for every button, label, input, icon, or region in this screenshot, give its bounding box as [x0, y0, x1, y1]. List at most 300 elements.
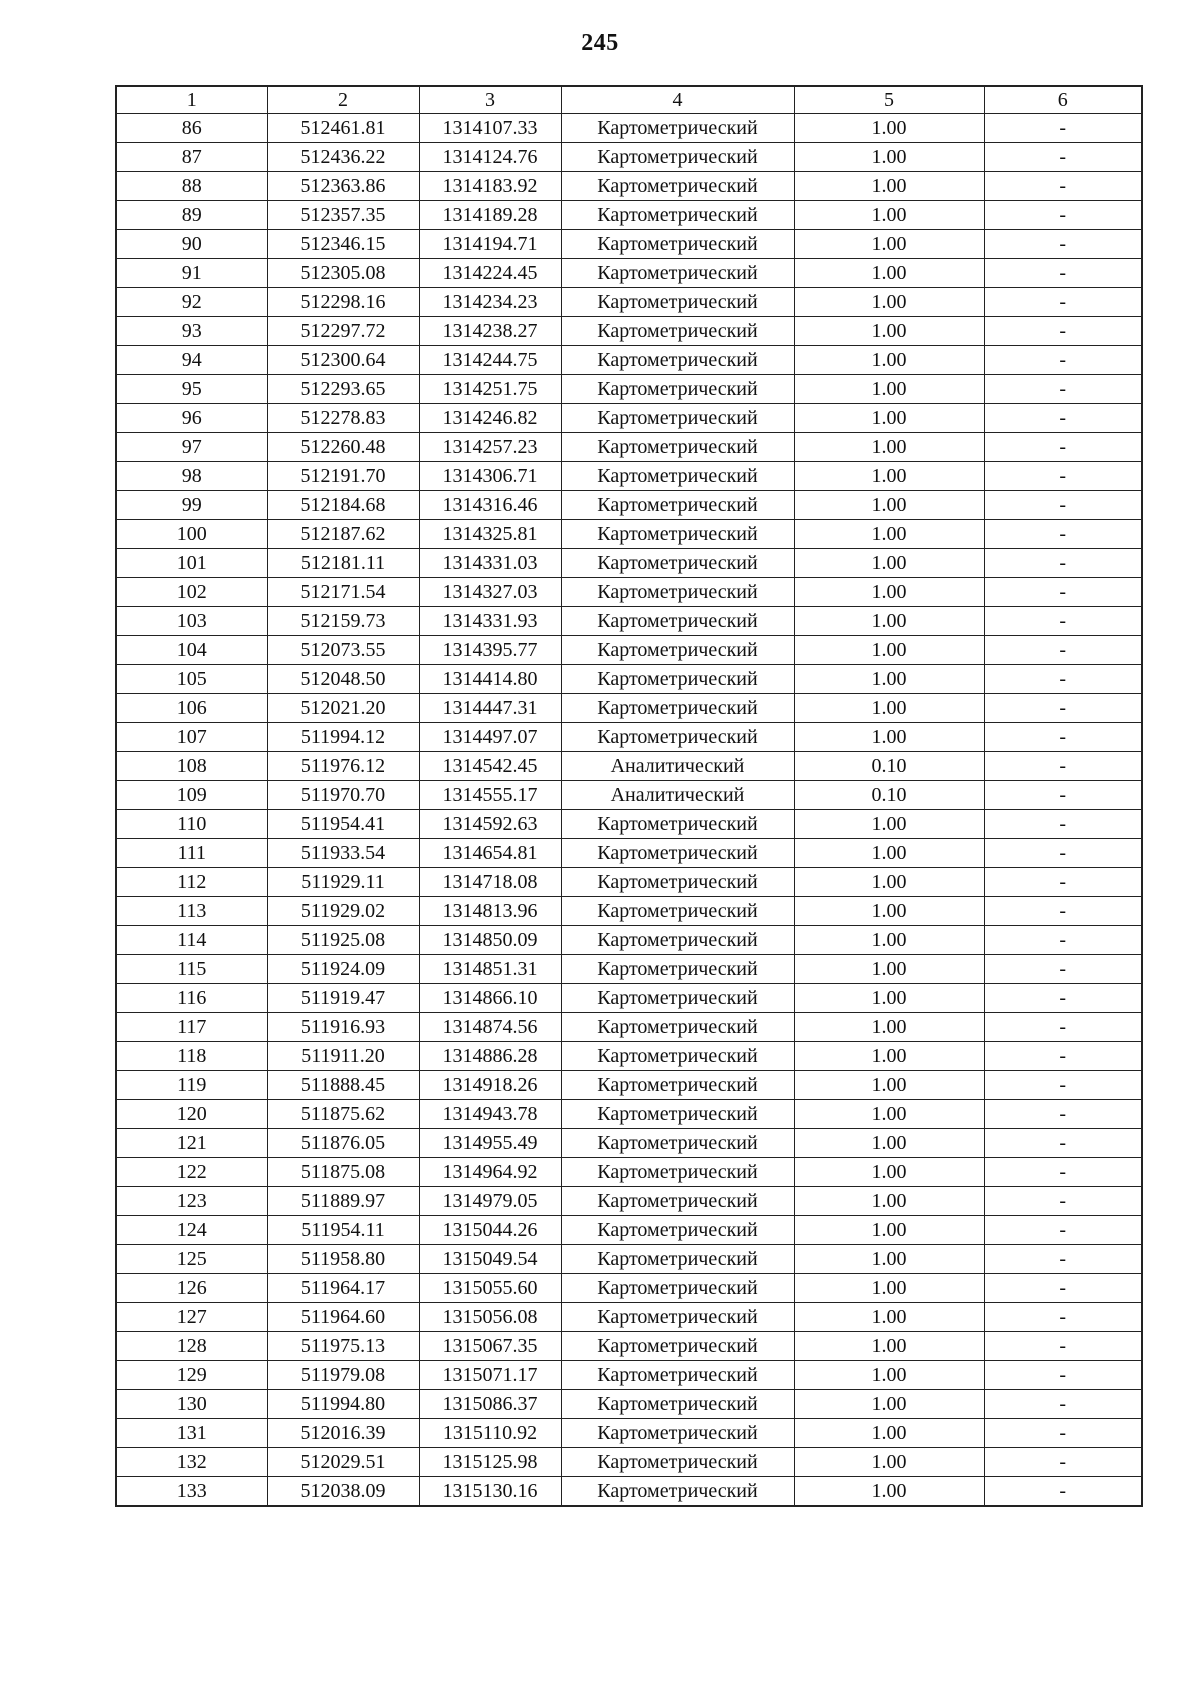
note-cell: - [984, 1332, 1142, 1361]
x-coordinate-cell: 511994.80 [267, 1390, 419, 1419]
note-cell: - [984, 1129, 1142, 1158]
accuracy-cell: 1.00 [794, 694, 984, 723]
note-cell: - [984, 1303, 1142, 1332]
table-row [116, 607, 1142, 636]
y-coordinate-cell: 1314813.96 [419, 897, 561, 926]
x-coordinate-cell: 511911.20 [267, 1042, 419, 1071]
y-coordinate-cell: 1315071.17 [419, 1361, 561, 1390]
note-cell: - [984, 984, 1142, 1013]
column-header-1: 1 [116, 86, 267, 114]
accuracy-cell: 1.00 [794, 984, 984, 1013]
accuracy-cell: 1.00 [794, 375, 984, 404]
x-coordinate-cell: 512436.22 [267, 143, 419, 172]
accuracy-cell: 1.00 [794, 1274, 984, 1303]
accuracy-cell: 1.00 [794, 1419, 984, 1448]
note-cell: - [984, 230, 1142, 259]
method-cell: Картометрический [561, 317, 794, 346]
table-row [116, 926, 1142, 955]
y-coordinate-cell: 1314718.08 [419, 868, 561, 897]
x-coordinate-cell: 512278.83 [267, 404, 419, 433]
method-cell: Картометрический [561, 694, 794, 723]
y-coordinate-cell: 1314327.03 [419, 578, 561, 607]
x-coordinate-cell: 511929.02 [267, 897, 419, 926]
x-coordinate-cell: 512297.72 [267, 317, 419, 346]
accuracy-cell: 1.00 [794, 201, 984, 230]
note-cell: - [984, 897, 1142, 926]
x-coordinate-cell: 511875.62 [267, 1100, 419, 1129]
point-number-cell: 123 [116, 1187, 267, 1216]
column-header-6: 6 [984, 86, 1142, 114]
y-coordinate-cell: 1314943.78 [419, 1100, 561, 1129]
y-coordinate-cell: 1315125.98 [419, 1448, 561, 1477]
table-row [116, 868, 1142, 897]
note-cell: - [984, 752, 1142, 781]
x-coordinate-cell: 512171.54 [267, 578, 419, 607]
y-coordinate-cell: 1314331.03 [419, 549, 561, 578]
table-row [116, 1448, 1142, 1477]
y-coordinate-cell: 1314542.45 [419, 752, 561, 781]
column-header-2: 2 [267, 86, 419, 114]
method-cell: Картометрический [561, 665, 794, 694]
x-coordinate-cell: 512048.50 [267, 665, 419, 694]
table-row [116, 491, 1142, 520]
method-cell: Картометрический [561, 1129, 794, 1158]
x-coordinate-cell: 511933.54 [267, 839, 419, 868]
accuracy-cell: 1.00 [794, 578, 984, 607]
x-coordinate-cell: 511889.97 [267, 1187, 419, 1216]
table-row [116, 1245, 1142, 1274]
y-coordinate-cell: 1314234.23 [419, 288, 561, 317]
table-row [116, 1129, 1142, 1158]
note-cell: - [984, 259, 1142, 288]
x-coordinate-cell: 512363.86 [267, 172, 419, 201]
point-number-cell: 121 [116, 1129, 267, 1158]
table-row [116, 723, 1142, 752]
point-number-cell: 102 [116, 578, 267, 607]
table-row [116, 172, 1142, 201]
point-number-cell: 127 [116, 1303, 267, 1332]
table-row [116, 1216, 1142, 1245]
note-cell: - [984, 1419, 1142, 1448]
method-cell: Картометрический [561, 1274, 794, 1303]
x-coordinate-cell: 512260.48 [267, 433, 419, 462]
accuracy-cell: 1.00 [794, 549, 984, 578]
note-cell: - [984, 636, 1142, 665]
method-cell: Картометрический [561, 636, 794, 665]
method-cell: Картометрический [561, 1158, 794, 1187]
note-cell: - [984, 172, 1142, 201]
point-number-cell: 103 [116, 607, 267, 636]
table-row [116, 694, 1142, 723]
point-number-cell: 88 [116, 172, 267, 201]
x-coordinate-cell: 511994.12 [267, 723, 419, 752]
accuracy-cell: 1.00 [794, 810, 984, 839]
note-cell: - [984, 491, 1142, 520]
note-cell: - [984, 433, 1142, 462]
point-number-cell: 107 [116, 723, 267, 752]
accuracy-cell: 1.00 [794, 491, 984, 520]
method-cell: Картометрический [561, 1245, 794, 1274]
point-number-cell: 118 [116, 1042, 267, 1071]
method-cell: Картометрический [561, 520, 794, 549]
x-coordinate-cell: 511924.09 [267, 955, 419, 984]
table-row [116, 1100, 1142, 1129]
method-cell: Картометрический [561, 897, 794, 926]
y-coordinate-cell: 1314886.28 [419, 1042, 561, 1071]
x-coordinate-cell: 511958.80 [267, 1245, 419, 1274]
y-coordinate-cell: 1314257.23 [419, 433, 561, 462]
y-coordinate-cell: 1314654.81 [419, 839, 561, 868]
table-row [116, 1013, 1142, 1042]
point-number-cell: 132 [116, 1448, 267, 1477]
x-coordinate-cell: 512300.64 [267, 346, 419, 375]
y-coordinate-cell: 1314325.81 [419, 520, 561, 549]
accuracy-cell: 1.00 [794, 839, 984, 868]
x-coordinate-cell: 511970.70 [267, 781, 419, 810]
y-coordinate-cell: 1314244.75 [419, 346, 561, 375]
point-number-cell: 105 [116, 665, 267, 694]
accuracy-cell: 1.00 [794, 868, 984, 897]
table-row [116, 433, 1142, 462]
accuracy-cell: 1.00 [794, 462, 984, 491]
accuracy-cell: 1.00 [794, 1361, 984, 1390]
accuracy-cell: 1.00 [794, 288, 984, 317]
x-coordinate-cell: 511964.17 [267, 1274, 419, 1303]
table-row [116, 549, 1142, 578]
point-number-cell: 99 [116, 491, 267, 520]
x-coordinate-cell: 512293.65 [267, 375, 419, 404]
point-number-cell: 98 [116, 462, 267, 491]
accuracy-cell: 1.00 [794, 1477, 984, 1507]
table-row [116, 839, 1142, 868]
method-cell: Картометрический [561, 955, 794, 984]
point-number-cell: 131 [116, 1419, 267, 1448]
accuracy-cell: 1.00 [794, 1390, 984, 1419]
accuracy-cell: 1.00 [794, 1071, 984, 1100]
method-cell: Картометрический [561, 1361, 794, 1390]
accuracy-cell: 1.00 [794, 897, 984, 926]
accuracy-cell: 1.00 [794, 607, 984, 636]
method-cell: Картометрический [561, 607, 794, 636]
x-coordinate-cell: 511954.41 [267, 810, 419, 839]
point-number-cell: 108 [116, 752, 267, 781]
y-coordinate-cell: 1314107.33 [419, 114, 561, 143]
note-cell: - [984, 810, 1142, 839]
table-row [116, 1187, 1142, 1216]
note-cell: - [984, 607, 1142, 636]
note-cell: - [984, 781, 1142, 810]
method-cell: Картометрический [561, 1477, 794, 1507]
table-row [116, 404, 1142, 433]
method-cell: Аналитический [561, 752, 794, 781]
note-cell: - [984, 578, 1142, 607]
point-number-cell: 125 [116, 1245, 267, 1274]
note-cell: - [984, 1013, 1142, 1042]
point-number-cell: 91 [116, 259, 267, 288]
note-cell: - [984, 1361, 1142, 1390]
method-cell: Картометрический [561, 1100, 794, 1129]
x-coordinate-cell: 512305.08 [267, 259, 419, 288]
table-row [116, 1332, 1142, 1361]
point-number-cell: 114 [116, 926, 267, 955]
y-coordinate-cell: 1314395.77 [419, 636, 561, 665]
table-row [116, 375, 1142, 404]
accuracy-cell: 1.00 [794, 1448, 984, 1477]
method-cell: Картометрический [561, 491, 794, 520]
note-cell: - [984, 665, 1142, 694]
method-cell: Картометрический [561, 1013, 794, 1042]
note-cell: - [984, 346, 1142, 375]
note-cell: - [984, 549, 1142, 578]
y-coordinate-cell: 1315056.08 [419, 1303, 561, 1332]
method-cell: Картометрический [561, 1419, 794, 1448]
table-row [116, 897, 1142, 926]
note-cell: - [984, 1390, 1142, 1419]
y-coordinate-cell: 1314866.10 [419, 984, 561, 1013]
x-coordinate-cell: 512181.11 [267, 549, 419, 578]
point-number-cell: 93 [116, 317, 267, 346]
table-row [116, 1274, 1142, 1303]
method-cell: Картометрический [561, 404, 794, 433]
note-cell: - [984, 926, 1142, 955]
point-number-cell: 100 [116, 520, 267, 549]
table-row [116, 1158, 1142, 1187]
x-coordinate-cell: 512029.51 [267, 1448, 419, 1477]
table-row [116, 1071, 1142, 1100]
accuracy-cell: 0.10 [794, 752, 984, 781]
column-header-5: 5 [794, 86, 984, 114]
y-coordinate-cell: 1314850.09 [419, 926, 561, 955]
y-coordinate-cell: 1314306.71 [419, 462, 561, 491]
method-cell: Картометрический [561, 1042, 794, 1071]
table-row [116, 143, 1142, 172]
note-cell: - [984, 1274, 1142, 1303]
table-row [116, 1419, 1142, 1448]
table-row [116, 984, 1142, 1013]
note-cell: - [984, 462, 1142, 491]
table-row [116, 810, 1142, 839]
point-number-cell: 122 [116, 1158, 267, 1187]
note-cell: - [984, 1100, 1142, 1129]
y-coordinate-cell: 1314246.82 [419, 404, 561, 433]
point-number-cell: 95 [116, 375, 267, 404]
note-cell: - [984, 1448, 1142, 1477]
method-cell: Картометрический [561, 462, 794, 491]
point-number-cell: 94 [116, 346, 267, 375]
accuracy-cell: 1.00 [794, 955, 984, 984]
point-number-cell: 129 [116, 1361, 267, 1390]
x-coordinate-cell: 512184.68 [267, 491, 419, 520]
method-cell: Картометрический [561, 926, 794, 955]
note-cell: - [984, 868, 1142, 897]
table-row [116, 346, 1142, 375]
note-cell: - [984, 404, 1142, 433]
y-coordinate-cell: 1314979.05 [419, 1187, 561, 1216]
y-coordinate-cell: 1314447.31 [419, 694, 561, 723]
table-row [116, 665, 1142, 694]
note-cell: - [984, 143, 1142, 172]
point-number-cell: 109 [116, 781, 267, 810]
table-row [116, 520, 1142, 549]
accuracy-cell: 1.00 [794, 259, 984, 288]
table-row [116, 1390, 1142, 1419]
accuracy-cell: 1.00 [794, 1303, 984, 1332]
x-coordinate-cell: 511925.08 [267, 926, 419, 955]
accuracy-cell: 1.00 [794, 520, 984, 549]
note-cell: - [984, 520, 1142, 549]
x-coordinate-cell: 512357.35 [267, 201, 419, 230]
y-coordinate-cell: 1314189.28 [419, 201, 561, 230]
point-number-cell: 86 [116, 114, 267, 143]
note-cell: - [984, 694, 1142, 723]
point-number-cell: 92 [116, 288, 267, 317]
x-coordinate-cell: 512073.55 [267, 636, 419, 665]
point-number-cell: 111 [116, 839, 267, 868]
method-cell: Картометрический [561, 172, 794, 201]
point-number-cell: 120 [116, 1100, 267, 1129]
y-coordinate-cell: 1315110.92 [419, 1419, 561, 1448]
x-coordinate-cell: 511875.08 [267, 1158, 419, 1187]
x-coordinate-cell: 512159.73 [267, 607, 419, 636]
y-coordinate-cell: 1314224.45 [419, 259, 561, 288]
accuracy-cell: 1.00 [794, 433, 984, 462]
y-coordinate-cell: 1314316.46 [419, 491, 561, 520]
table-body [116, 114, 1142, 1507]
x-coordinate-cell: 511929.11 [267, 868, 419, 897]
accuracy-cell: 1.00 [794, 1216, 984, 1245]
method-cell: Картометрический [561, 288, 794, 317]
method-cell: Картометрический [561, 1216, 794, 1245]
note-cell: - [984, 1158, 1142, 1187]
y-coordinate-cell: 1314964.92 [419, 1158, 561, 1187]
accuracy-cell: 1.00 [794, 317, 984, 346]
table-row [116, 1303, 1142, 1332]
method-cell: Картометрический [561, 549, 794, 578]
point-number-cell: 89 [116, 201, 267, 230]
point-number-cell: 87 [116, 143, 267, 172]
table-row [116, 114, 1142, 143]
table-row [116, 259, 1142, 288]
x-coordinate-cell: 511964.60 [267, 1303, 419, 1332]
accuracy-cell: 1.00 [794, 1042, 984, 1071]
accuracy-cell: 1.00 [794, 1158, 984, 1187]
x-coordinate-cell: 511916.93 [267, 1013, 419, 1042]
accuracy-cell: 1.00 [794, 230, 984, 259]
column-header-3: 3 [419, 86, 561, 114]
note-cell: - [984, 955, 1142, 984]
point-number-cell: 112 [116, 868, 267, 897]
note-cell: - [984, 839, 1142, 868]
x-coordinate-cell: 511979.08 [267, 1361, 419, 1390]
method-cell: Аналитический [561, 781, 794, 810]
accuracy-cell: 1.00 [794, 346, 984, 375]
method-cell: Картометрический [561, 346, 794, 375]
y-coordinate-cell: 1314918.26 [419, 1071, 561, 1100]
table-row [116, 752, 1142, 781]
note-cell: - [984, 375, 1142, 404]
method-cell: Картометрический [561, 1187, 794, 1216]
method-cell: Картометрический [561, 259, 794, 288]
point-number-cell: 116 [116, 984, 267, 1013]
accuracy-cell: 1.00 [794, 723, 984, 752]
point-number-cell: 104 [116, 636, 267, 665]
accuracy-cell: 1.00 [794, 172, 984, 201]
accuracy-cell: 1.00 [794, 1245, 984, 1274]
method-cell: Картометрический [561, 810, 794, 839]
x-coordinate-cell: 511975.13 [267, 1332, 419, 1361]
accuracy-cell: 1.00 [794, 143, 984, 172]
y-coordinate-cell: 1314592.63 [419, 810, 561, 839]
point-number-cell: 117 [116, 1013, 267, 1042]
y-coordinate-cell: 1314238.27 [419, 317, 561, 346]
point-number-cell: 96 [116, 404, 267, 433]
note-cell: - [984, 1187, 1142, 1216]
accuracy-cell: 1.00 [794, 1013, 984, 1042]
accuracy-cell: 1.00 [794, 404, 984, 433]
y-coordinate-cell: 1314183.92 [419, 172, 561, 201]
x-coordinate-cell: 512187.62 [267, 520, 419, 549]
y-coordinate-cell: 1314851.31 [419, 955, 561, 984]
note-cell: - [984, 288, 1142, 317]
method-cell: Картометрический [561, 1071, 794, 1100]
point-number-cell: 119 [116, 1071, 267, 1100]
accuracy-cell: 1.00 [794, 665, 984, 694]
note-cell: - [984, 201, 1142, 230]
point-number-cell: 101 [116, 549, 267, 578]
y-coordinate-cell: 1314251.75 [419, 375, 561, 404]
y-coordinate-cell: 1315086.37 [419, 1390, 561, 1419]
point-number-cell: 110 [116, 810, 267, 839]
table-row [116, 578, 1142, 607]
table-row [116, 1477, 1142, 1507]
y-coordinate-cell: 1315049.54 [419, 1245, 561, 1274]
method-cell: Картометрический [561, 143, 794, 172]
table-row [116, 317, 1142, 346]
point-number-cell: 126 [116, 1274, 267, 1303]
method-cell: Картометрический [561, 578, 794, 607]
table-row [116, 288, 1142, 317]
x-coordinate-cell: 512016.39 [267, 1419, 419, 1448]
accuracy-cell: 1.00 [794, 926, 984, 955]
point-number-cell: 128 [116, 1332, 267, 1361]
y-coordinate-cell: 1314194.71 [419, 230, 561, 259]
method-cell: Картометрический [561, 114, 794, 143]
accuracy-cell: 1.00 [794, 636, 984, 665]
accuracy-cell: 0.10 [794, 781, 984, 810]
method-cell: Картометрический [561, 433, 794, 462]
table-row [116, 201, 1142, 230]
note-cell: - [984, 1477, 1142, 1507]
method-cell: Картометрический [561, 868, 794, 897]
y-coordinate-cell: 1314414.80 [419, 665, 561, 694]
accuracy-cell: 1.00 [794, 1187, 984, 1216]
note-cell: - [984, 114, 1142, 143]
accuracy-cell: 1.00 [794, 1332, 984, 1361]
note-cell: - [984, 1071, 1142, 1100]
point-number-cell: 97 [116, 433, 267, 462]
y-coordinate-cell: 1314331.93 [419, 607, 561, 636]
accuracy-cell: 1.00 [794, 1100, 984, 1129]
y-coordinate-cell: 1314874.56 [419, 1013, 561, 1042]
y-coordinate-cell: 1315055.60 [419, 1274, 561, 1303]
point-number-cell: 106 [116, 694, 267, 723]
point-number-cell: 90 [116, 230, 267, 259]
point-number-cell: 133 [116, 1477, 267, 1507]
y-coordinate-cell: 1315130.16 [419, 1477, 561, 1507]
point-number-cell: 113 [116, 897, 267, 926]
x-coordinate-cell: 511876.05 [267, 1129, 419, 1158]
coordinates-table [115, 85, 1143, 1507]
